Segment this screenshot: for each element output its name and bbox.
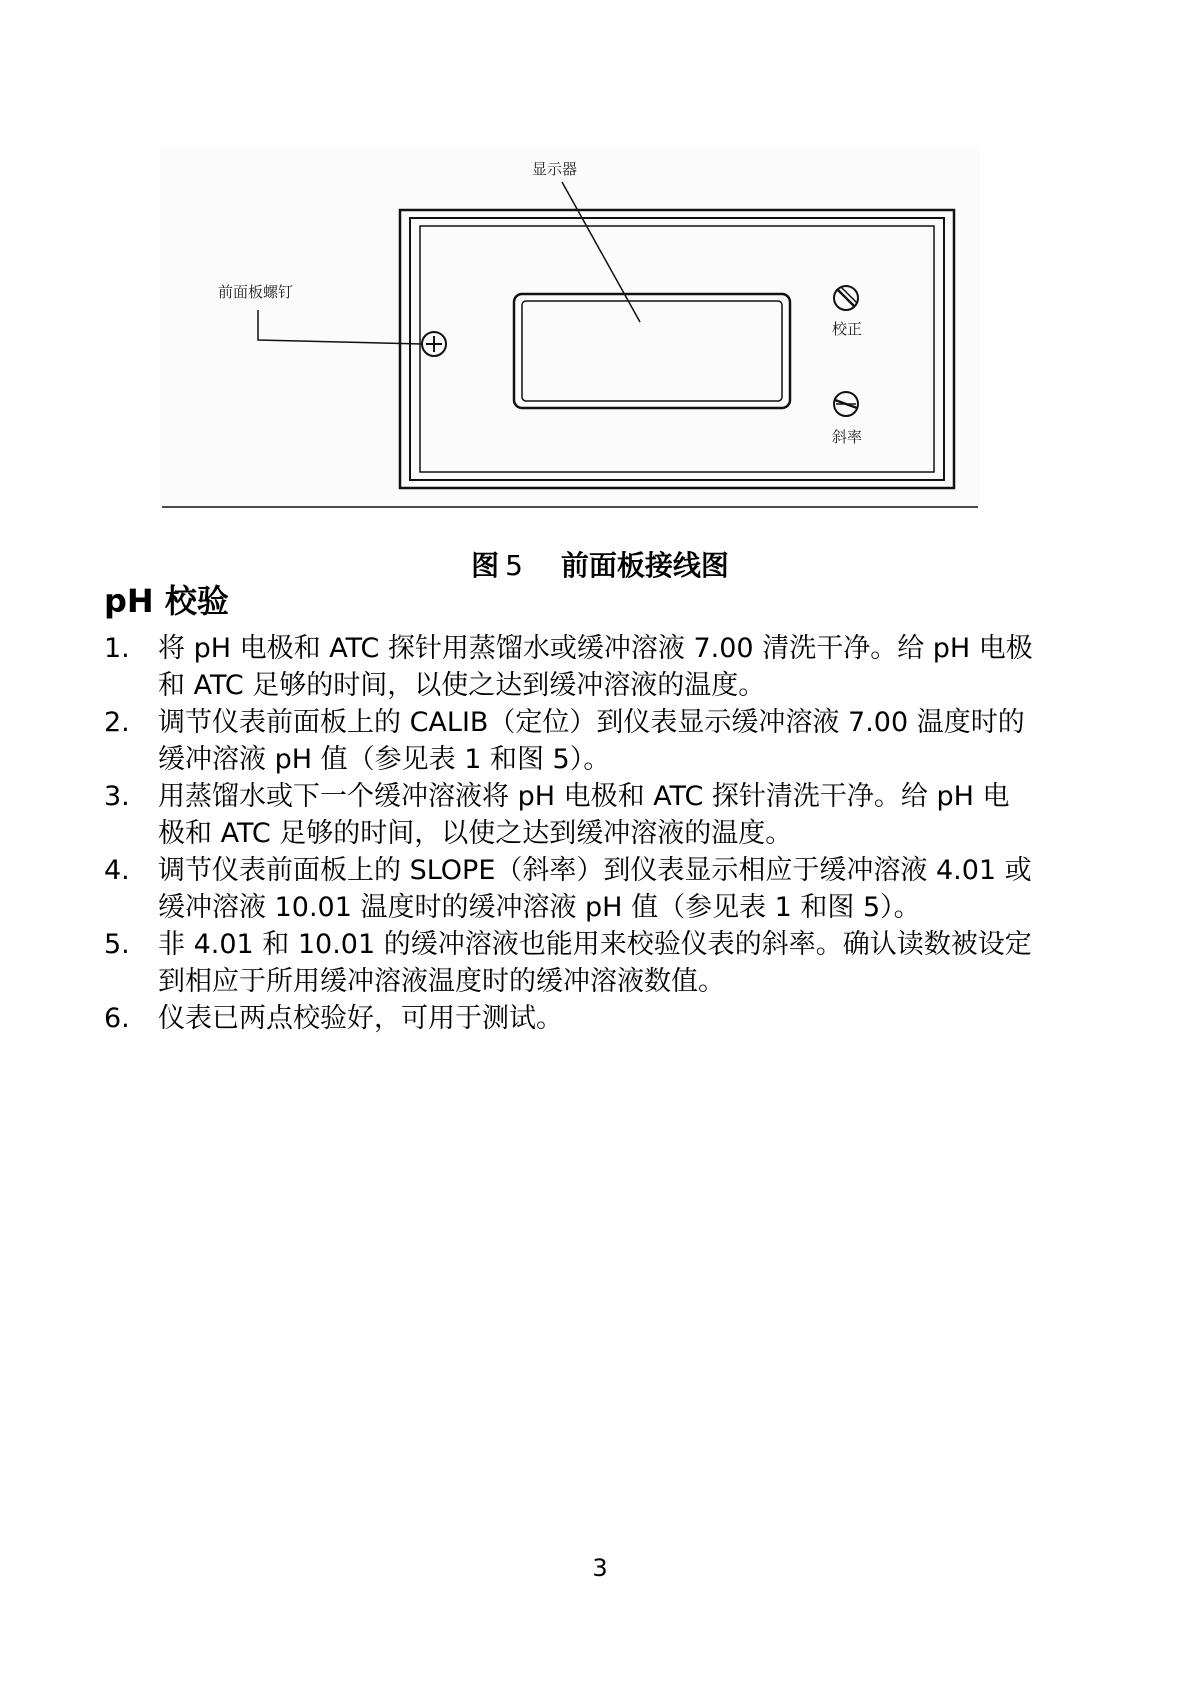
step-text-line: 极和 ATC 足够的时间，以使之达到缓冲溶液的温度。 [158,818,793,849]
step-text-line: 用蒸馏水或下一个缓冲溶液将 pH 电极和 ATC 探针清洗干净。给 pH 电 [158,781,1010,812]
step-number: 2. [104,707,130,738]
front-panel-figure [0,0,1200,520]
step-text-line: 将 pH 电极和 ATC 探针用蒸馏水或缓冲溶液 7.00 清洗干净。给 pH 电极 [158,633,1033,664]
step-text-line: 仪表已两点校验好，可用于测试。 [158,1003,563,1034]
step-text-line: 调节仪表前面板上的 CALIB（定位）到仪表显示缓冲溶液 7.00 温度时的 [158,707,1025,738]
step-text-line: 缓冲溶液 10.01 温度时的缓冲溶液 pH 值（参见表 1 和图 5）。 [158,892,921,923]
calibration-steps [104,630,1104,1037]
calibrate-label: 校正 [832,320,863,338]
caption-prefix: 图 [471,549,500,582]
step-item [104,630,1104,704]
step-item [104,704,1104,778]
section-title: pH 校验 [104,582,229,620]
display-label: 显示器 [532,160,578,178]
step-item [104,778,1104,852]
slope-label: 斜率 [832,428,863,446]
step-text-line: 和 ATC 足够的时间，以使之达到缓冲溶液的温度。 [158,670,766,701]
step-number: 5. [104,929,130,960]
page-number: 3 [592,1554,608,1582]
front-panel-diagram [0,0,1200,520]
step-number: 4. [104,855,130,886]
panel-screw-label: 前面板螺钉 [218,283,294,301]
step-text-line: 非 4.01 和 10.01 的缓冲溶液也能用来校验仪表的斜率。确认读数被设定 [158,929,1032,960]
step-item [104,1000,1104,1037]
step-text-line: 缓冲溶液 pH 值（参见表 1 和图 5）。 [158,744,611,775]
step-item [104,852,1104,926]
figure-caption [0,548,1200,584]
step-number: 1. [104,633,130,664]
caption-title: 前面板接线图 [560,549,729,582]
caption-number: 5 [505,549,523,582]
step-item [104,926,1104,1000]
step-text-line: 调节仪表前面板上的 SLOPE（斜率）到仪表显示相应于缓冲溶液 4.01 或 [158,855,1032,886]
step-number: 3. [104,781,130,812]
step-number: 6. [104,1003,130,1034]
step-text-line: 到相应于所用缓冲溶液温度时的缓冲溶液数值。 [158,966,725,997]
